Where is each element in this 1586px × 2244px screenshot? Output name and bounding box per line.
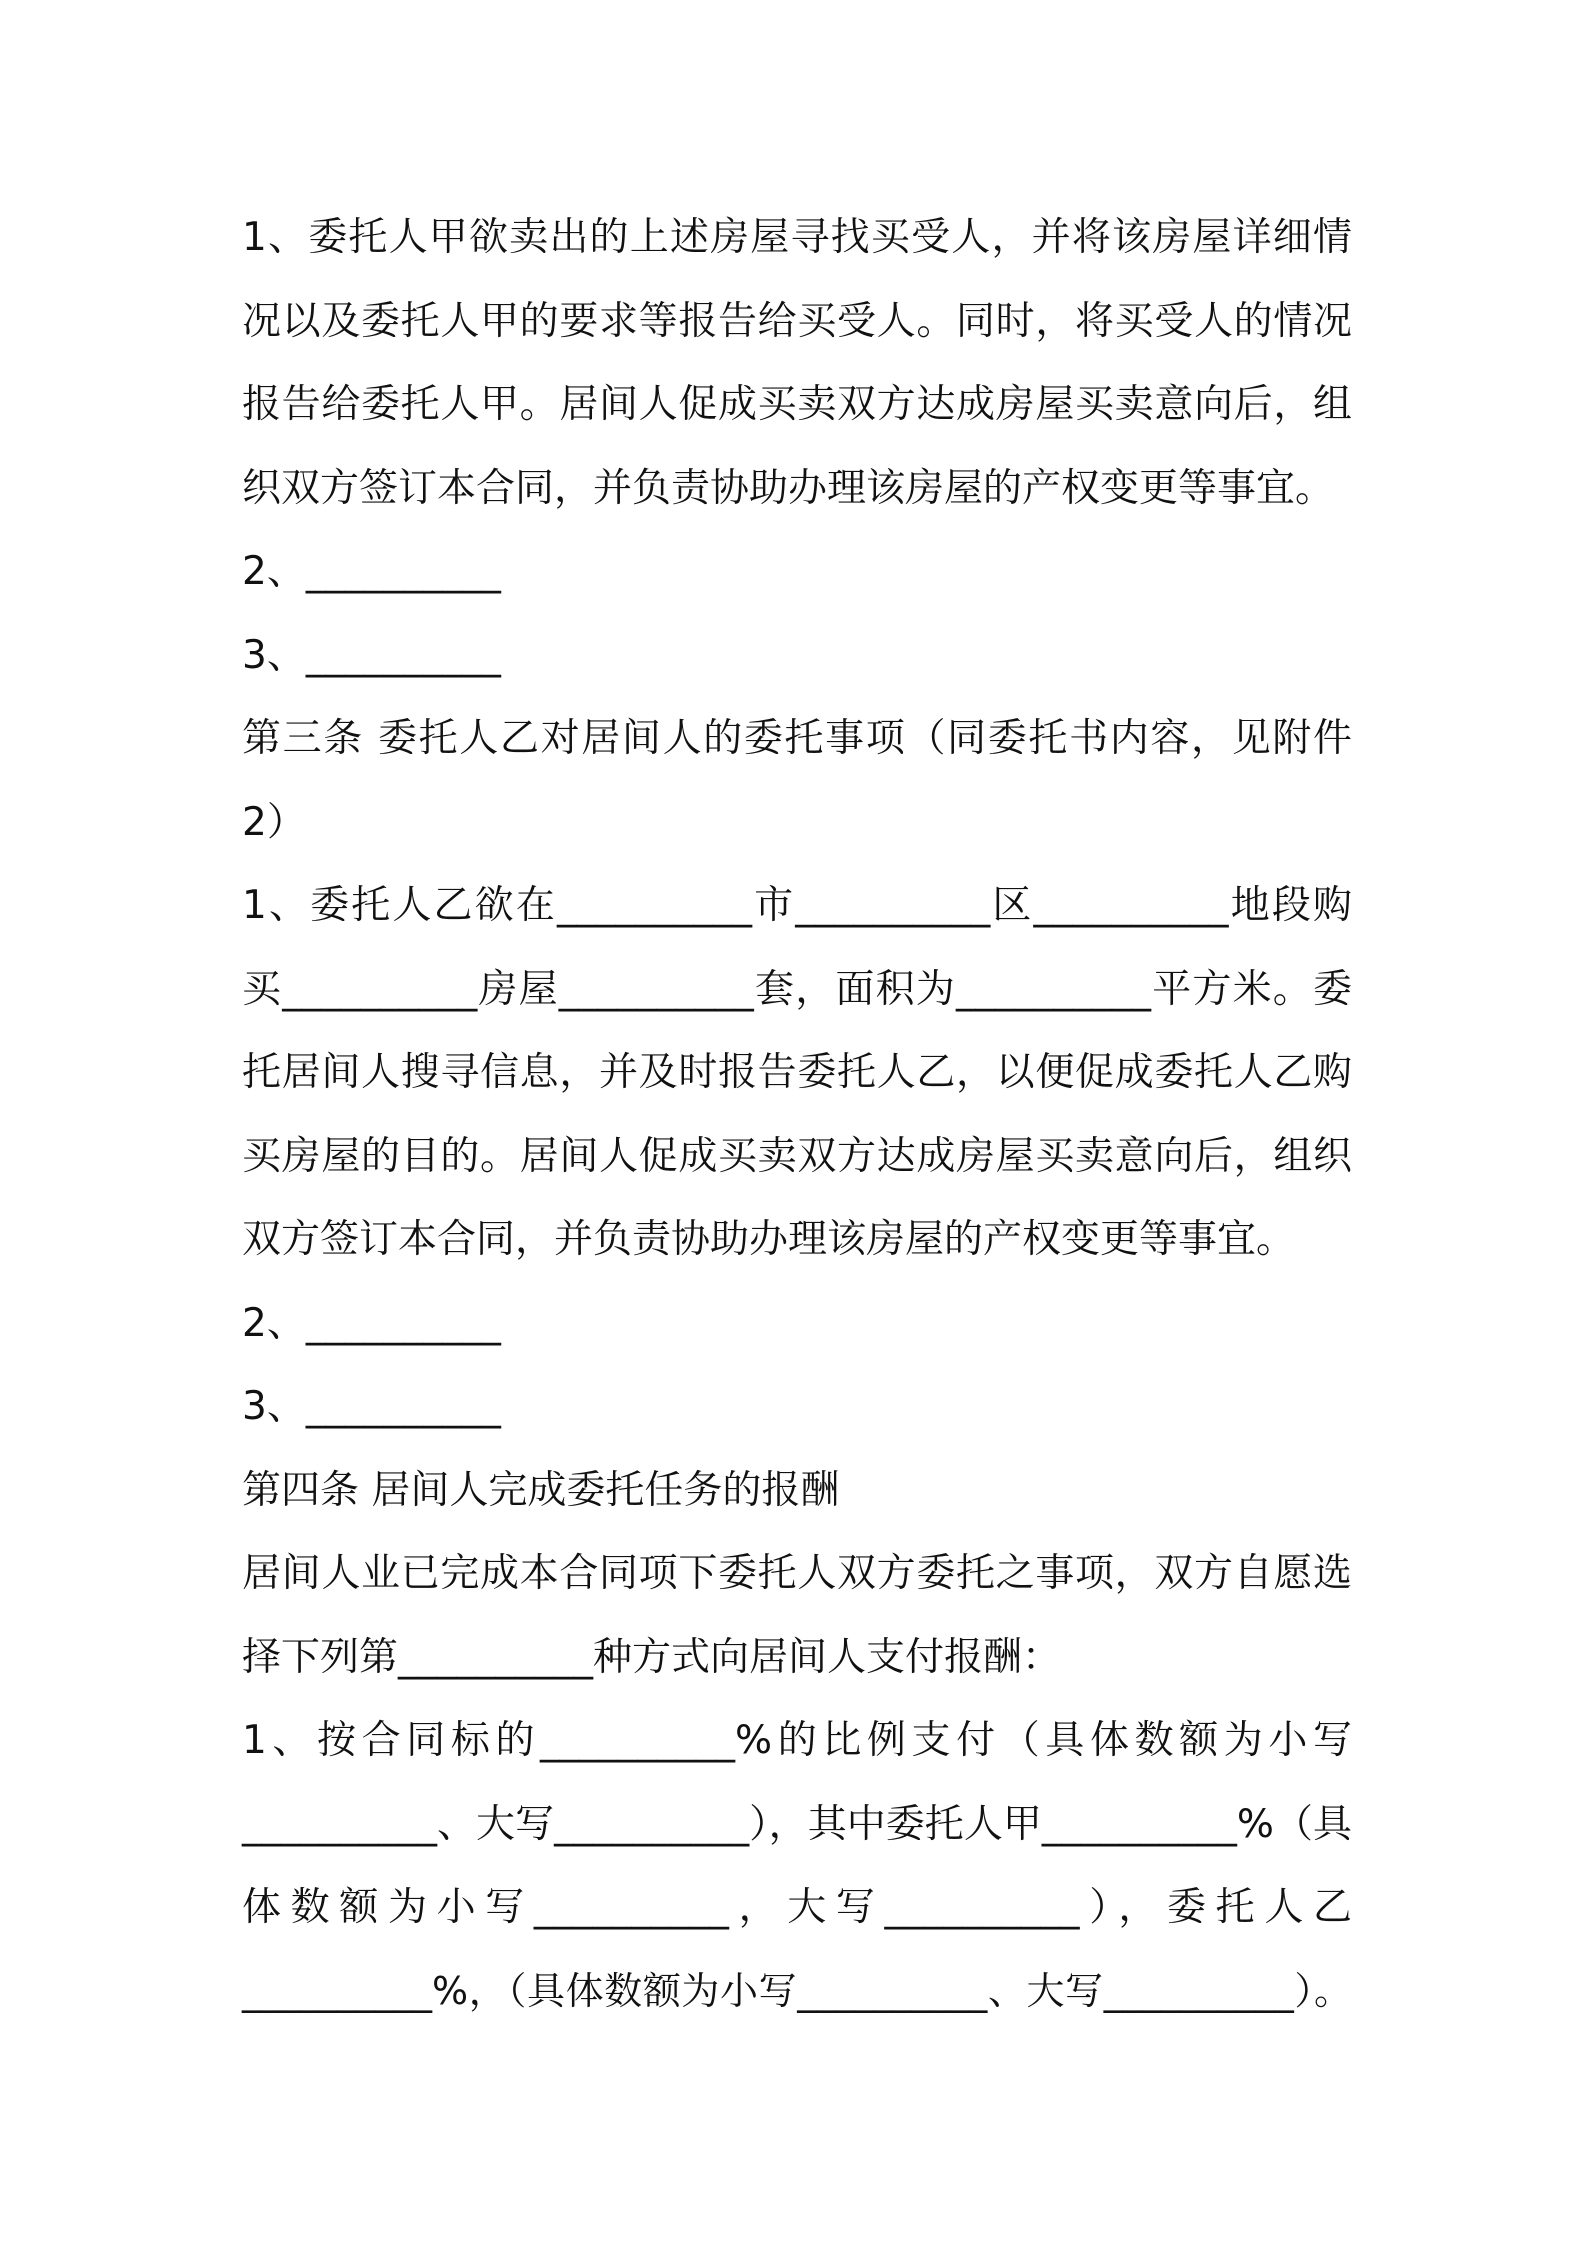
clause-3-heading-cont: 2） — [242, 799, 306, 845]
clause-3-item-1-line-5: 双方签订本合同，并负责协助办理该房屋的产权变更等事宜。 — [242, 1217, 1296, 1262]
document-page — [242, 196, 1352, 2033]
clause-2-item-2: 2、__________ — [242, 549, 501, 594]
clause-3-item-2: 2、__________ — [242, 1300, 501, 1346]
clause-4-intro-line-2: 择下列第__________种方式向居间人支付报酬： — [242, 1634, 1062, 1680]
clause-4-heading: 第四条 居间人完成委托任务的报酬 — [242, 1467, 840, 1513]
clause-3-item-1-line-3: 托居间人搜寻信息，并及时报告委托人乙，以便促成委托人乙购 — [242, 1050, 1352, 1095]
clause-3-item-3: 3、__________ — [242, 1384, 501, 1429]
clause-4-intro-line-1: 居间人业已完成本合同项下委托人双方委托之事项，双方自愿选 — [242, 1551, 1352, 1596]
clause-2-item-1-line-2: 况以及委托人甲的要求等报告给买受人。同时，将买受人的情况 — [242, 298, 1352, 344]
clause-3-item-1-line-2: 买__________房屋__________套，面积为__________平方米。委 — [242, 966, 1352, 1012]
clause-4-item-1-line-1: 1、按合同标的__________%的比例支付（具体数额为小写 — [242, 1718, 1352, 1763]
clause-2-item-1-line-4: 织双方签订本合同，并负责协助办理该房屋的产权变更等事宜。 — [242, 465, 1335, 511]
clause-2-item-1-line-3: 报告给委托人甲。居间人促成买卖双方达成房屋买卖意向后，组 — [242, 382, 1352, 427]
clause-3-heading: 第三条 委托人乙对居间人的委托事项（同委托书内容，见附件 — [242, 716, 1352, 761]
clause-2-item-3: 3、__________ — [242, 632, 501, 678]
clause-4-item-1-line-2: __________、大写__________），其中委托人甲__________%（具 — [242, 1801, 1352, 1847]
clause-4-item-1-line-3: 体数额为小写__________，大写__________），委托人乙 — [242, 1885, 1352, 1930]
clause-4-item-1-line-4: __________%，（具体数额为小写__________、大写__________）。 — [242, 1968, 1352, 2013]
clause-3-item-1-line-4: 买房屋的目的。居间人促成买卖双方达成房屋买卖意向后，组织 — [242, 1133, 1352, 1179]
clause-3-item-1-line-1: 1、委托人乙欲在__________市__________区__________地段购 — [242, 883, 1352, 928]
clause-2-item-1-line-1: 1、委托人甲欲卖出的上述房屋寻找买受人，并将该房屋详细情 — [242, 215, 1352, 260]
